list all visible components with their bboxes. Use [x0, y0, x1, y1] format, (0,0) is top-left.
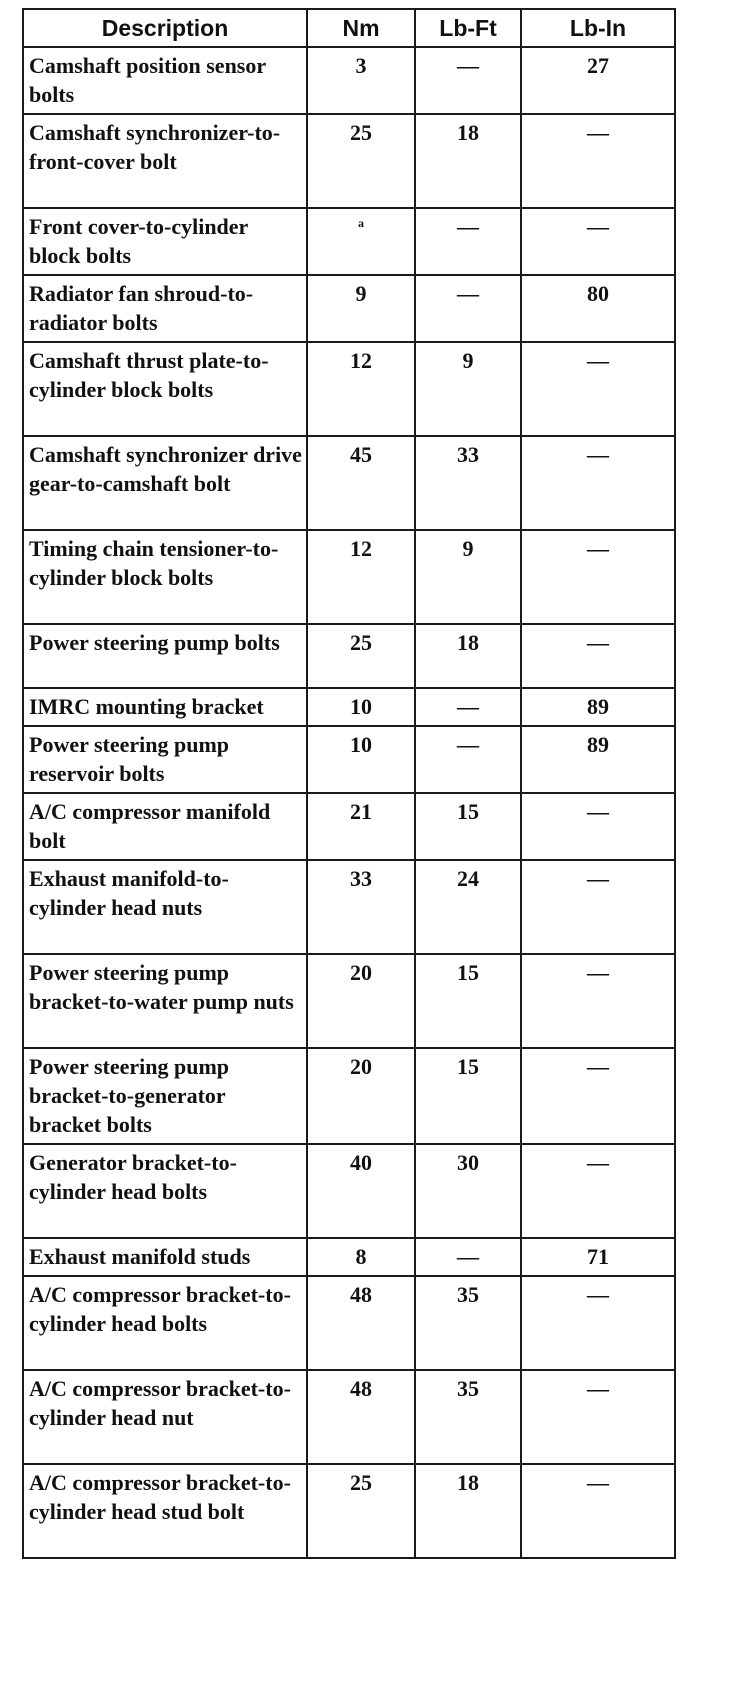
cell-nm-text: 25 — [350, 630, 372, 655]
cell-nm — [307, 954, 415, 1048]
cell-description-text: Radiator fan shroud-to-radiator bolts — [29, 281, 254, 335]
table-row — [23, 726, 675, 793]
header-lb-in: Lb-In — [521, 9, 675, 47]
table-row — [23, 275, 675, 342]
cell-lb-ft — [415, 860, 521, 954]
cell-description — [23, 436, 307, 530]
header-description: Description — [23, 9, 307, 47]
cell-lb-in-text: — — [587, 348, 609, 373]
table-row — [23, 436, 675, 530]
cell-nm-text: 12 — [350, 536, 372, 561]
cell-description-text: A/C compressor bracket-to-cylinder head stud bolt — [29, 1470, 291, 1524]
cell-lb-in — [521, 275, 675, 342]
cell-lb-in — [521, 793, 675, 860]
cell-description-text: A/C compressor bracket-to-cylinder head nut — [29, 1376, 291, 1430]
cell-lb-ft-text: 15 — [457, 960, 479, 985]
cell-description — [23, 793, 307, 860]
cell-lb-ft-text: — — [457, 694, 479, 719]
cell-lb-in — [521, 436, 675, 530]
table-row — [23, 1048, 675, 1144]
cell-lb-in — [521, 1238, 675, 1276]
cell-lb-in — [521, 114, 675, 208]
table-row — [23, 1276, 675, 1370]
cell-lb-ft — [415, 436, 521, 530]
cell-lb-ft — [415, 1144, 521, 1238]
cell-description-text: Front cover-to-cylinder block bolts — [29, 214, 248, 268]
cell-description — [23, 726, 307, 793]
cell-nm — [307, 726, 415, 793]
cell-description-text: A/C compressor manifold bolt — [29, 799, 271, 853]
cell-description-text: Camshaft synchronizer drive gear-to-camshaft bolt — [29, 442, 302, 496]
cell-lb-in — [521, 860, 675, 954]
table-row — [23, 114, 675, 208]
cell-nm — [307, 1370, 415, 1464]
cell-nm — [307, 688, 415, 726]
cell-lb-ft — [415, 954, 521, 1048]
cell-nm-text: 25 — [350, 120, 372, 145]
cell-description-text: Camshaft synchronizer-to-front-cover bolt — [29, 120, 281, 174]
cell-lb-ft — [415, 1464, 521, 1558]
cell-lb-in — [521, 954, 675, 1048]
cell-lb-in-text: 71 — [587, 1244, 609, 1269]
cell-lb-in — [521, 342, 675, 436]
cell-lb-in-text: — — [587, 799, 609, 824]
cell-lb-ft — [415, 1048, 521, 1144]
cell-nm — [307, 530, 415, 624]
cell-nm — [307, 208, 415, 275]
cell-description — [23, 954, 307, 1048]
cell-lb-in-text: 27 — [587, 53, 609, 78]
table-row — [23, 1144, 675, 1238]
cell-nm-text: 40 — [350, 1150, 372, 1175]
cell-nm-text: 3 — [355, 53, 367, 78]
cell-nm-text: 8 — [355, 1244, 367, 1269]
header-lb-ft: Lb-Ft — [415, 9, 521, 47]
table-row — [23, 47, 675, 114]
table-row — [23, 624, 675, 688]
cell-description — [23, 624, 307, 688]
cell-lb-in — [521, 1370, 675, 1464]
cell-lb-ft-text: 18 — [457, 120, 479, 145]
cell-lb-ft — [415, 1238, 521, 1276]
table-row — [23, 1238, 675, 1276]
cell-description-text: Camshaft thrust plate-to-cylinder block bolts — [29, 348, 269, 402]
cell-nm-text: 45 — [350, 442, 372, 467]
cell-nm-text: 10 — [350, 694, 372, 719]
cell-lb-in-text: 80 — [587, 281, 609, 306]
table-row — [23, 1464, 675, 1558]
cell-nm-text: 20 — [350, 1054, 372, 1079]
cell-lb-ft — [415, 1370, 521, 1464]
torque-spec-table — [22, 8, 676, 1559]
cell-description-text: Generator bracket-to-cylinder head bolts — [29, 1150, 237, 1204]
cell-lb-ft — [415, 726, 521, 793]
cell-lb-ft — [415, 275, 521, 342]
cell-lb-ft-text: — — [457, 53, 479, 78]
cell-lb-ft — [415, 624, 521, 688]
cell-nm-text: 21 — [350, 799, 372, 824]
cell-lb-ft — [415, 208, 521, 275]
cell-lb-ft — [415, 793, 521, 860]
cell-nm-text: 25 — [350, 1470, 372, 1495]
cell-lb-in — [521, 726, 675, 793]
cell-description-text: Exhaust manifold studs — [29, 1244, 251, 1269]
cell-description-text: Power steering pump reservoir bolts — [29, 732, 230, 786]
cell-lb-ft — [415, 688, 521, 726]
cell-nm — [307, 624, 415, 688]
cell-description — [23, 688, 307, 726]
cell-description — [23, 114, 307, 208]
cell-description-text: Power steering pump bracket-to-generator bracket bolts — [29, 1054, 230, 1137]
header-nm: Nm — [307, 9, 415, 47]
cell-lb-ft-text: 9 — [462, 536, 474, 561]
cell-nm — [307, 1144, 415, 1238]
table-row — [23, 688, 675, 726]
cell-lb-in — [521, 1276, 675, 1370]
cell-description — [23, 1238, 307, 1276]
cell-nm-text: 10 — [350, 732, 372, 757]
cell-lb-in-text: — — [587, 536, 609, 561]
cell-lb-ft — [415, 530, 521, 624]
cell-nm — [307, 1238, 415, 1276]
cell-lb-in-text: — — [587, 1054, 609, 1079]
cell-lb-in-text: — — [587, 1282, 609, 1307]
cell-lb-in-text: 89 — [587, 732, 609, 757]
cell-lb-in — [521, 1048, 675, 1144]
cell-description-text: Exhaust manifold-to-cylinder head nuts — [29, 866, 229, 920]
cell-description — [23, 208, 307, 275]
cell-lb-ft-text: 15 — [457, 1054, 479, 1079]
cell-lb-ft-text: — — [457, 214, 479, 239]
cell-nm — [307, 1464, 415, 1558]
cell-nm — [307, 114, 415, 208]
cell-lb-in — [521, 1464, 675, 1558]
table-row — [23, 530, 675, 624]
cell-lb-ft — [415, 1276, 521, 1370]
cell-description — [23, 1370, 307, 1464]
cell-lb-ft-text: — — [457, 281, 479, 306]
cell-lb-in-text: 89 — [587, 694, 609, 719]
cell-lb-ft-text: 9 — [462, 348, 474, 373]
cell-lb-in-text: — — [587, 1470, 609, 1495]
cell-nm — [307, 1048, 415, 1144]
cell-lb-ft-text: — — [457, 732, 479, 757]
table-row — [23, 1370, 675, 1464]
cell-lb-ft — [415, 47, 521, 114]
cell-lb-in — [521, 530, 675, 624]
cell-lb-in-text: — — [587, 214, 609, 239]
cell-lb-ft — [415, 342, 521, 436]
cell-nm-text: 48 — [350, 1282, 372, 1307]
cell-lb-in-text: — — [587, 630, 609, 655]
table-row — [23, 793, 675, 860]
cell-description — [23, 1464, 307, 1558]
cell-description — [23, 1144, 307, 1238]
cell-nm — [307, 860, 415, 954]
cell-lb-ft-text: 18 — [457, 630, 479, 655]
cell-nm-text: 33 — [350, 866, 372, 891]
table-row — [23, 208, 675, 275]
cell-lb-in — [521, 688, 675, 726]
cell-nm-text: 48 — [350, 1376, 372, 1401]
cell-description — [23, 275, 307, 342]
cell-nm — [307, 436, 415, 530]
cell-nm-text: 20 — [350, 960, 372, 985]
cell-lb-in — [521, 624, 675, 688]
cell-description-text: Camshaft position sensor bolts — [29, 53, 266, 107]
cell-description — [23, 530, 307, 624]
cell-lb-in-text: — — [587, 960, 609, 985]
cell-lb-in — [521, 1144, 675, 1238]
cell-lb-ft-text: 24 — [457, 866, 479, 891]
cell-lb-in — [521, 208, 675, 275]
cell-nm — [307, 342, 415, 436]
cell-description — [23, 1048, 307, 1144]
cell-description — [23, 1276, 307, 1370]
cell-lb-ft — [415, 114, 521, 208]
cell-description-text: Power steering pump bracket-to-water pump nuts — [29, 960, 294, 1014]
cell-nm — [307, 47, 415, 114]
cell-nm-text: a — [358, 216, 364, 230]
cell-lb-ft-text: 15 — [457, 799, 479, 824]
cell-lb-in-text: — — [587, 1150, 609, 1175]
cell-lb-ft-text: 18 — [457, 1470, 479, 1495]
cell-lb-in-text: — — [587, 120, 609, 145]
table-row — [23, 954, 675, 1048]
cell-nm-text: 9 — [355, 281, 367, 306]
cell-description — [23, 860, 307, 954]
cell-lb-ft-text: 35 — [457, 1282, 479, 1307]
cell-lb-ft-text: 35 — [457, 1376, 479, 1401]
cell-description-text: IMRC mounting bracket — [29, 694, 264, 719]
cell-nm — [307, 1276, 415, 1370]
cell-lb-in — [521, 47, 675, 114]
cell-nm — [307, 793, 415, 860]
cell-lb-ft-text: 30 — [457, 1150, 479, 1175]
cell-nm-text: 12 — [350, 348, 372, 373]
cell-lb-in-text: — — [587, 442, 609, 467]
cell-lb-in-text: — — [587, 1376, 609, 1401]
cell-lb-in-text: — — [587, 866, 609, 891]
cell-lb-ft-text: — — [457, 1244, 479, 1269]
cell-description — [23, 47, 307, 114]
table-row — [23, 860, 675, 954]
table-header-row — [23, 9, 675, 47]
cell-description-text: Power steering pump bolts — [29, 630, 280, 655]
cell-lb-ft-text: 33 — [457, 442, 479, 467]
cell-description-text: A/C compressor bracket-to-cylinder head bolts — [29, 1282, 291, 1336]
cell-description — [23, 342, 307, 436]
cell-description-text: Timing chain tensioner-to-cylinder block bolts — [29, 536, 279, 590]
cell-nm — [307, 275, 415, 342]
table-row — [23, 342, 675, 436]
